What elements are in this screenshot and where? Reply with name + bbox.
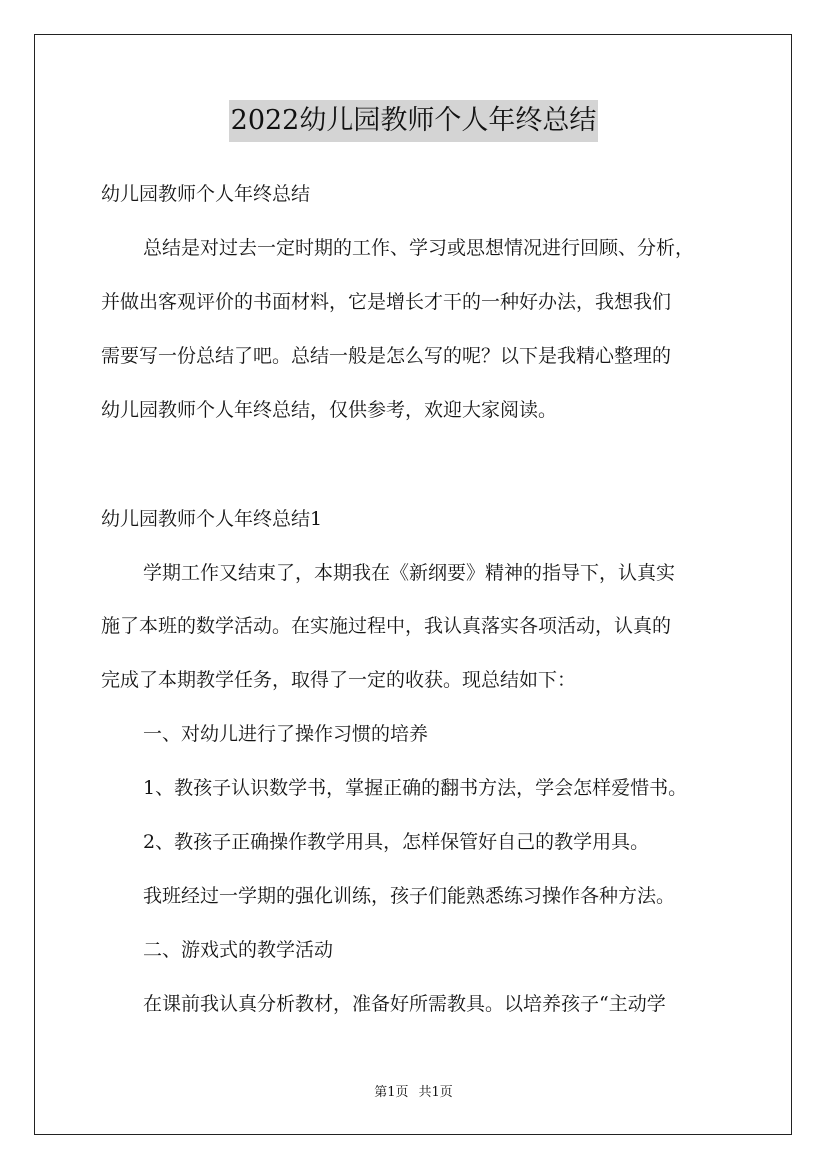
list-heading: 一、对幼儿进行了操作习惯的培养 [143,723,429,745]
paragraph-line: 我班经过一学期的强化训练，孩子们能熟悉练习操作各种方法。 [143,885,676,907]
subtitle-line: 幼儿园教师个人年终总结 [101,183,311,205]
title-container [0,100,827,142]
paragraph-line: 并做出客观评价的书面材料，它是增长才干的一种好办法，我想我们 [101,291,672,313]
total-pages: 共1页 [418,1085,453,1100]
section-heading: 幼儿园教师个人年终总结1 [101,508,323,530]
paragraph-line: 施了本班的数学活动。在实施过程中，我认真落实各项活动，认真的 [101,615,672,637]
paragraph-line: 幼儿园教师个人年终总结，仅供参考，欢迎大家阅读。 [101,399,558,421]
paragraph-line: 完成了本期教学任务，取得了一定的收获。现总结如下： [101,669,577,691]
paragraph-line: 总结是对过去一定时期的工作、学习或思想情况进行回顾、分析， [143,237,695,259]
list-item: 2、教孩子正确操作教学用具，怎样保管好自己的教学用具。 [143,831,650,853]
paragraph-line: 需要写一份总结了吧。总结一般是怎么写的呢？以下是我精心整理的 [101,345,672,367]
document-title: 2022幼儿园教师个人年终总结 [229,100,599,142]
page-footer [0,1084,827,1102]
page-number: 第1页 [374,1085,409,1100]
paragraph-line: 在课前我认真分析教材，准备好所需教具。以培养孩子“主动学 [143,993,666,1015]
list-item: 1、教孩子认识数学书，掌握正确的翻书方法，学会怎样爱惜书。 [143,777,688,799]
paragraph-line: 学期工作又结束了，本期我在《新纲要》精神的指导下，认真实 [143,562,676,584]
list-heading: 二、游戏式的教学活动 [143,939,334,961]
